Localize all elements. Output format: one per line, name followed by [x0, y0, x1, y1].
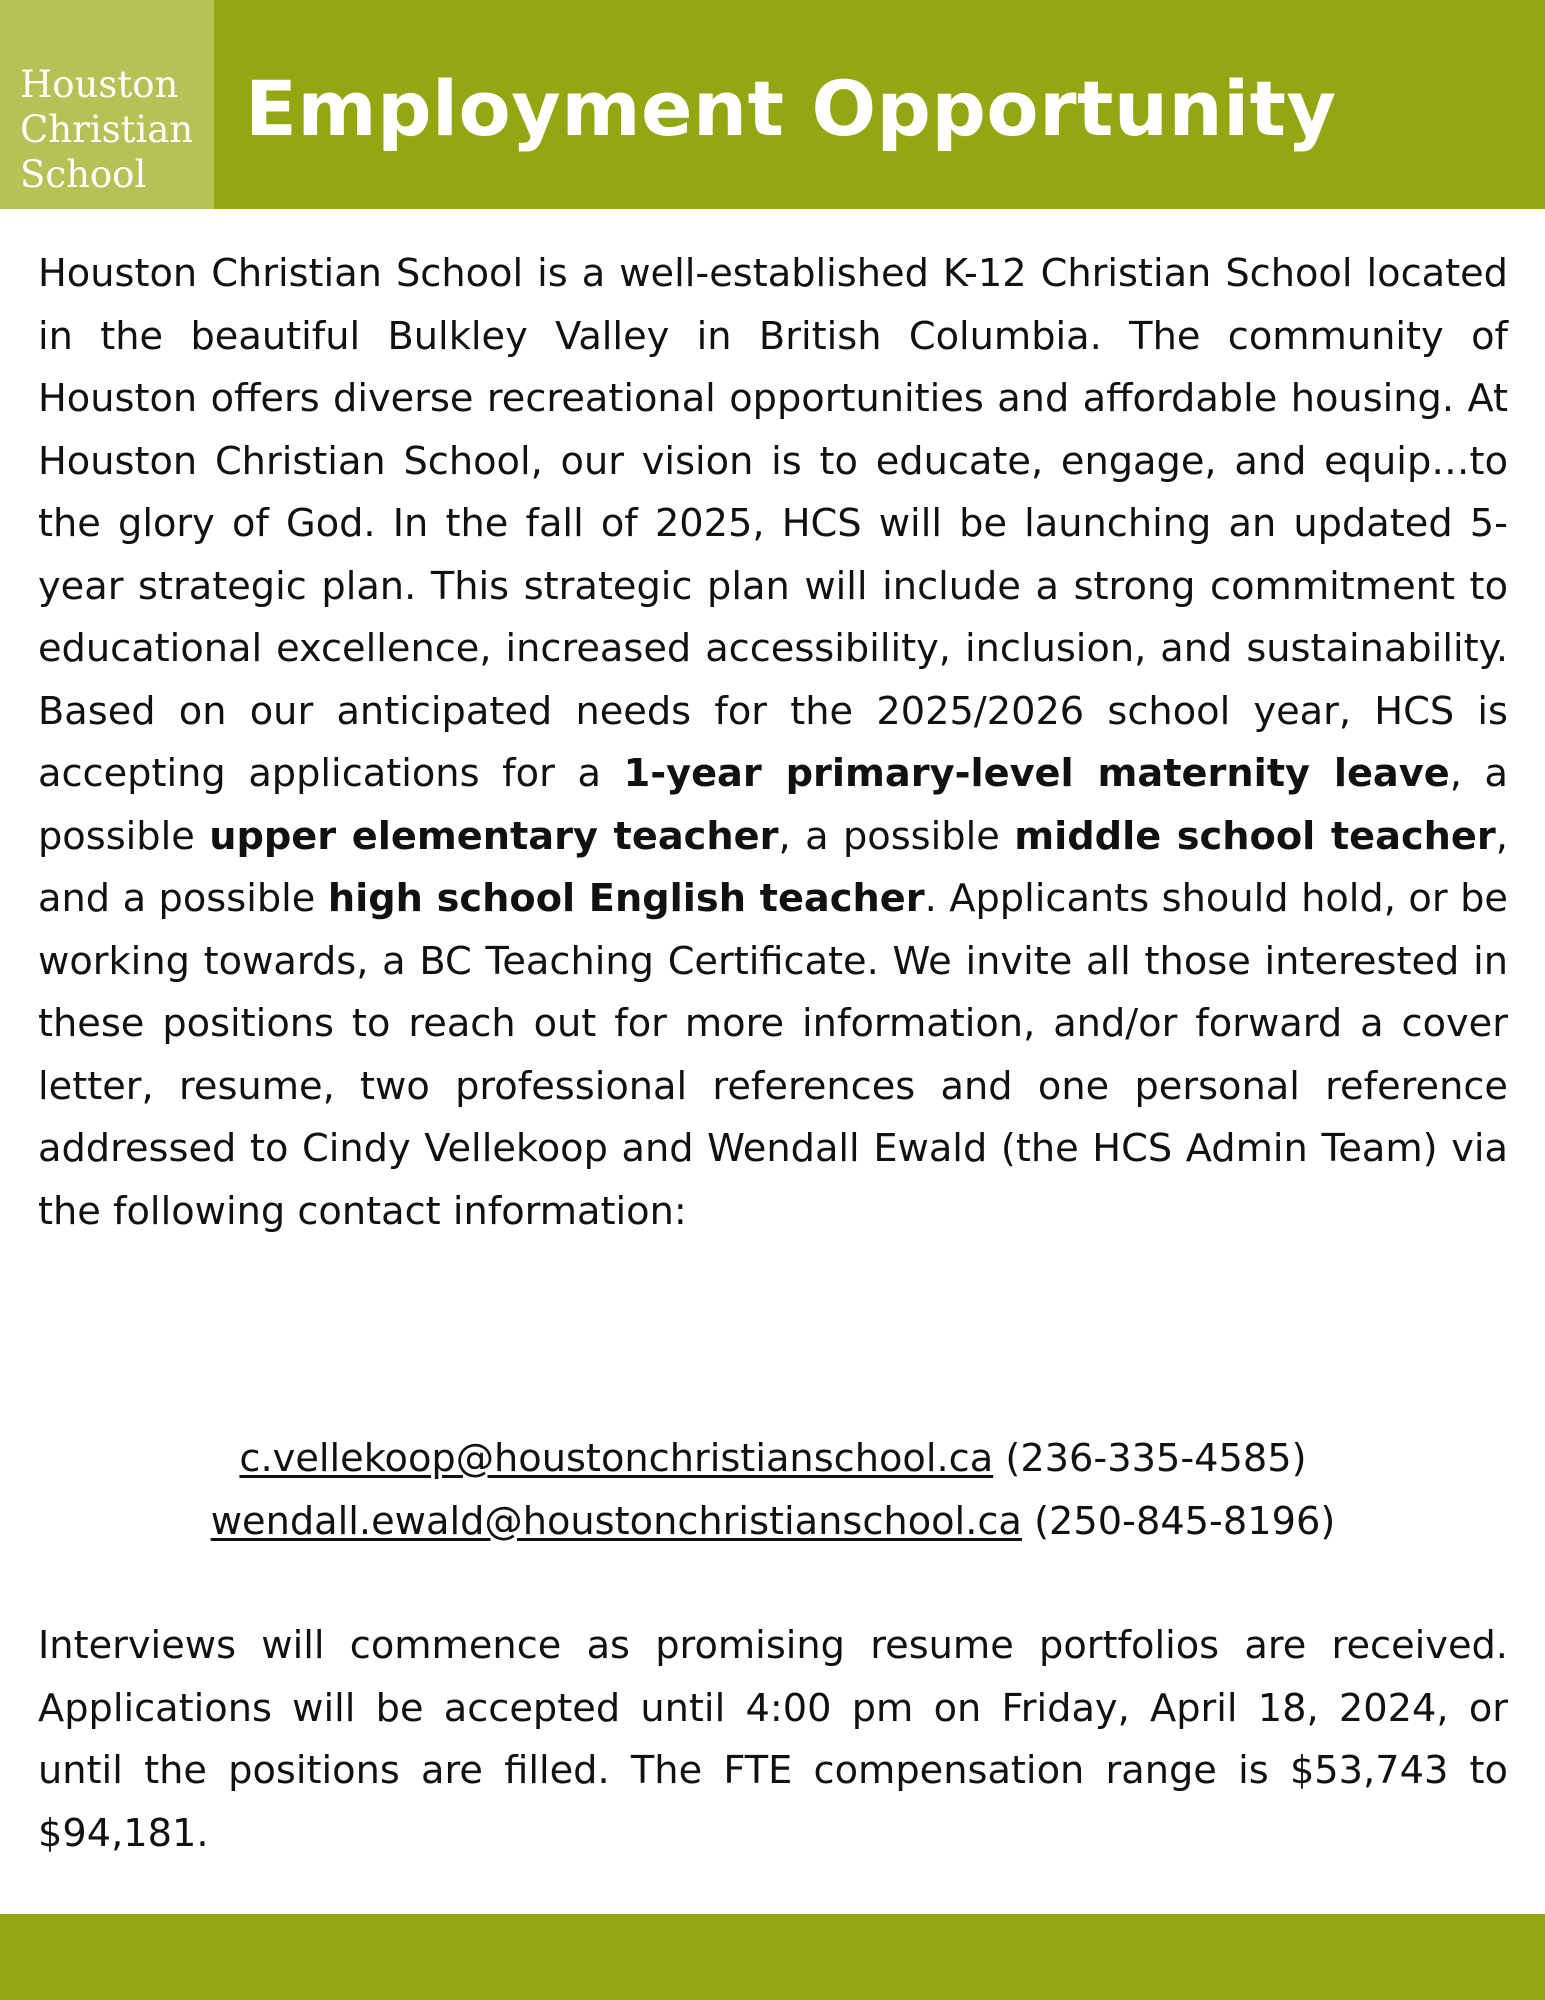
footer-bar — [0, 1914, 1545, 2000]
closing-paragraph: Interviews will commence as promising resume portfolios are received. Applications will be accepted until 4:00 pm on Friday, April 18, 2024, or until the positions are filled. The FTE compensation range is $53,743 to $94,181. — [38, 1623, 1508, 1856]
position-upper-elementary: upper elementary teacher — [209, 813, 779, 859]
position-maternity-leave: 1-year primary-level maternity leave — [623, 751, 1450, 796]
phone-ewald: (250-845-8196) — [1034, 1498, 1336, 1544]
logo-line-2: Christian — [20, 108, 194, 151]
school-logo — [0, 0, 214, 209]
separator-3: , and a possible — [38, 813, 1508, 921]
requirements-text: . Applicants should hold, or be working towards, a BC Teaching Certificate. We invite all those interested in these positions to reach out for more information, and/or forward a cover letter, resume, two professional references and one personal reference addressed to Cindy Vellekoop and Wendall Ewald (the HCS Admin Team) via the following contact information: — [38, 876, 1508, 1234]
logo-text — [20, 62, 193, 197]
header-bar — [0, 0, 1545, 209]
email-link-ewald[interactable]: wendall.ewald@houstonchristianschool.ca — [210, 1498, 1022, 1544]
intro-text: Houston Christian School is a well-established K-12 Christian School located in the beautiful Bulkley Valley in British Columbia. The community of Houston offers diverse recreational opportunities and affordable housing. At Houston Christian School, our vision is to educate, engage, and equip…to the glory of God. In the fall of 2025, HCS will be launching an updated 5-year strategic plan. This strategic plan will include a strong commitment to educational excellence, increased accessibility, inclusion, and sustainability. Based on our anticipated needs for the 2025/2026 school year, HCS is accepting applications for a — [38, 251, 1508, 796]
email-link-vellekoop[interactable]: c.vellekoop@houstonchristianschool.ca — [239, 1436, 994, 1481]
separator-1: , a possible — [38, 751, 1508, 859]
logo-line-3: School — [20, 153, 147, 196]
contact-vellekoop — [38, 1428, 1508, 1491]
phone-vellekoop: (236-335-4585) — [1005, 1436, 1307, 1481]
position-high-school-english: high school English teacher — [327, 876, 925, 921]
contact-ewald — [38, 1491, 1508, 1554]
separator-2: , a possible — [778, 813, 1015, 859]
position-middle-school: middle school teacher — [1014, 813, 1496, 859]
page-title: Employment Opportunity — [245, 64, 1337, 153]
contact-list — [38, 1428, 1508, 1553]
intro-paragraph — [38, 243, 1508, 1243]
logo-line-1: Houston — [20, 63, 179, 106]
